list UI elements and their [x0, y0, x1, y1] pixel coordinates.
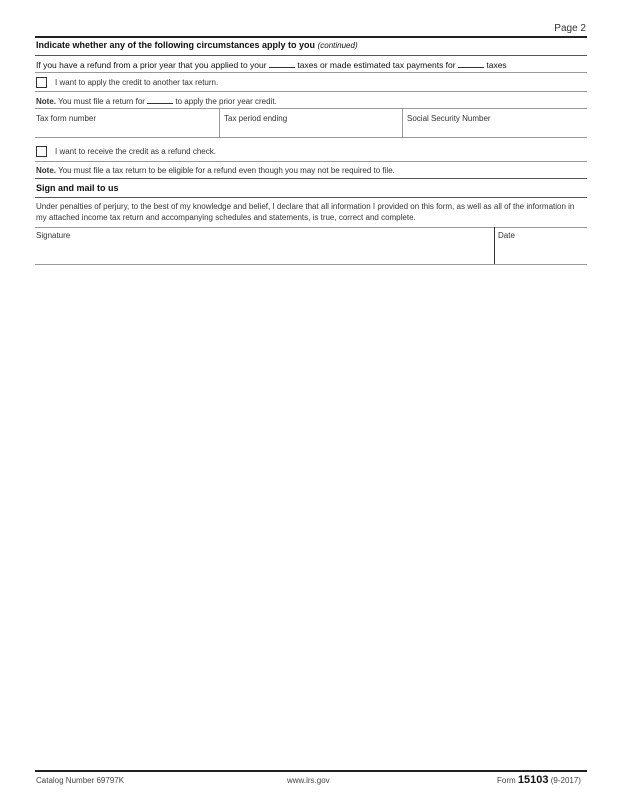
col-tax-period-ending: Tax period ending: [224, 114, 288, 123]
form-number: 15103: [517, 774, 549, 786]
section-heading-circumstances: Indicate whether any of the following circumstances apply to you (continued): [36, 40, 358, 50]
columns-rule: [35, 137, 587, 138]
note-file-return: Note. You must file a return for to apply the prior year credit.: [36, 97, 277, 106]
perjury-declaration: Under penalties of perjury, to the best of my knowledge and belief, I declare that all information I provided on this form, as well as all of the information in my attached income tax return and accompanying schedules and statements, is true, correct and complete.: [36, 202, 575, 222]
note-tax-return: Note. You must file a tax return to be eligible for a refund even though you may not be required to file.: [36, 166, 395, 175]
page-number: Page 2: [554, 23, 586, 34]
footer-rule: [35, 770, 587, 772]
year-blank-2[interactable]: [458, 60, 484, 68]
signature-field[interactable]: [36, 241, 492, 263]
refund-check-checkbox[interactable]: [36, 146, 47, 157]
section-heading-sign: Sign and mail to us: [36, 183, 119, 193]
option1-rule: [35, 91, 587, 92]
catalog-number: Catalog Number 69797K: [36, 776, 125, 785]
signature-label: Signature: [36, 231, 71, 240]
heading-rule: [35, 55, 587, 56]
top-rule: [35, 36, 587, 38]
col-ssn: Social Security Number: [407, 114, 491, 123]
apply-credit-label: I want to apply the credit to another tax return.: [55, 78, 219, 87]
section2-top-rule: [35, 178, 587, 179]
refund-line-rule: [35, 72, 587, 73]
option2-rule: [35, 161, 587, 162]
refund-check-label: I want to receive the credit as a refund check.: [55, 147, 216, 156]
declaration-rule: [35, 227, 587, 228]
apply-credit-checkbox[interactable]: [36, 77, 47, 88]
year-blank-1[interactable]: [269, 60, 295, 68]
note1-rule: [35, 108, 587, 109]
year-blank-3[interactable]: [147, 96, 173, 104]
sign-heading-rule: [35, 197, 587, 198]
refund-line: If you have a refund from a prior year that you applied to your taxes or made estimated tax payments for taxes: [36, 60, 507, 70]
date-label: Date: [498, 231, 515, 240]
date-field[interactable]: [497, 241, 585, 263]
col-divider-2: [402, 108, 403, 137]
form-identifier: Form 15103 (9-2017): [497, 774, 581, 786]
col-tax-form-number: Tax form number: [36, 114, 97, 123]
signature-date-divider: [494, 227, 495, 264]
col-divider-1: [219, 108, 220, 137]
irs-website: www.irs.gov: [287, 776, 330, 785]
signature-rule: [35, 264, 587, 265]
